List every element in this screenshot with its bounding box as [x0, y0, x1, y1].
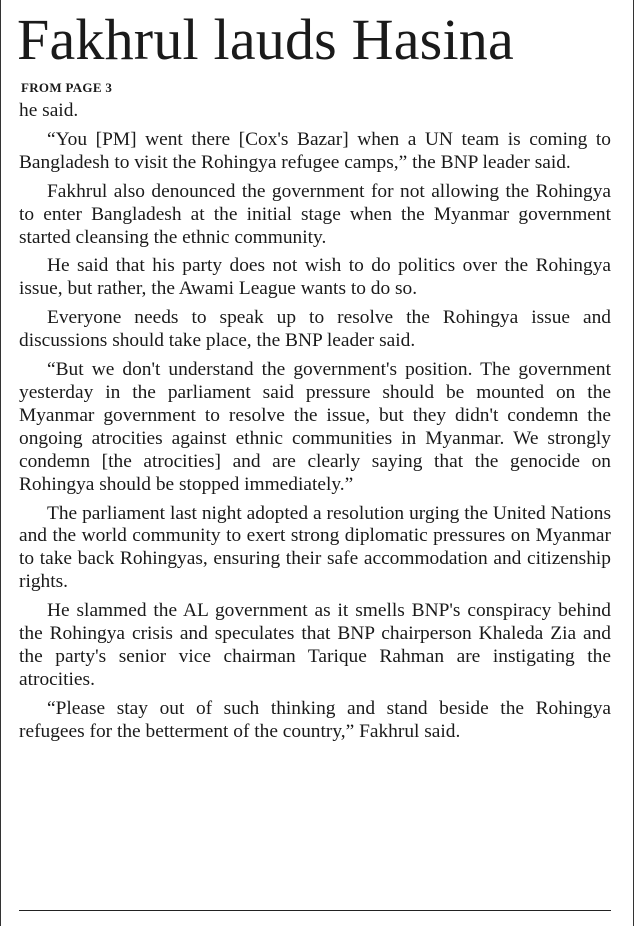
paragraph: He slammed the AL government as it smells BNP's conspiracy behind the Rohingya crisis and speculates that BNP chairperson Khaleda Zia and the party's senior vice chairman Tarique Rahman are instigating the atrocities. [19, 600, 611, 690]
paragraph: “But we don't understand the government's position. The government yesterday in the parliament said pressure should be mounted on the Myanmar government to resolve the issue, but they didn't condemn the ongoing atrocities against ethnic communities in Myanmar. We strongly condemn [the atrocities] and are clearly saying that the genocide on Rohingya should be stopped immediately.” [19, 359, 611, 495]
paragraph: The parliament last night adopted a resolution urging the United Nations and the world community to exert strong diplomatic pressures on Myanmar to take back Rohingyas, ensuring their safe accommodation and citizenship rights. [19, 502, 611, 593]
paragraph: “Please stay out of such thinking and stand beside the Rohingya refugees for the betterment of the country,” Fakhrul said. [19, 697, 611, 742]
article-body [19, 100, 611, 750]
paragraph: He said that his party does not wish to do politics over the Rohingya issue, but rather, the Awami League wants to do so. [19, 255, 611, 300]
paragraph: he said. [19, 100, 79, 121]
dateline: FROM PAGE 3 [21, 80, 113, 95]
headline: Fakhrul lauds Hasina [17, 7, 514, 72]
paragraph: Everyone needs to speak up to resolve the Rohingya issue and discussions should take place, the BNP leader said. [19, 307, 611, 352]
bottom-divider [19, 910, 611, 911]
paragraph: Fakhrul also denounced the government for not allowing the Rohingya to enter Bangladesh at the initial stage when the Myanmar government started cleansing the ethnic community. [19, 180, 611, 248]
paragraph: “You [PM] went there [Cox's Bazar] when a UN team is coming to Bangladesh to visit the Rohingya refugee camps,” the BNP leader said. [19, 128, 611, 173]
